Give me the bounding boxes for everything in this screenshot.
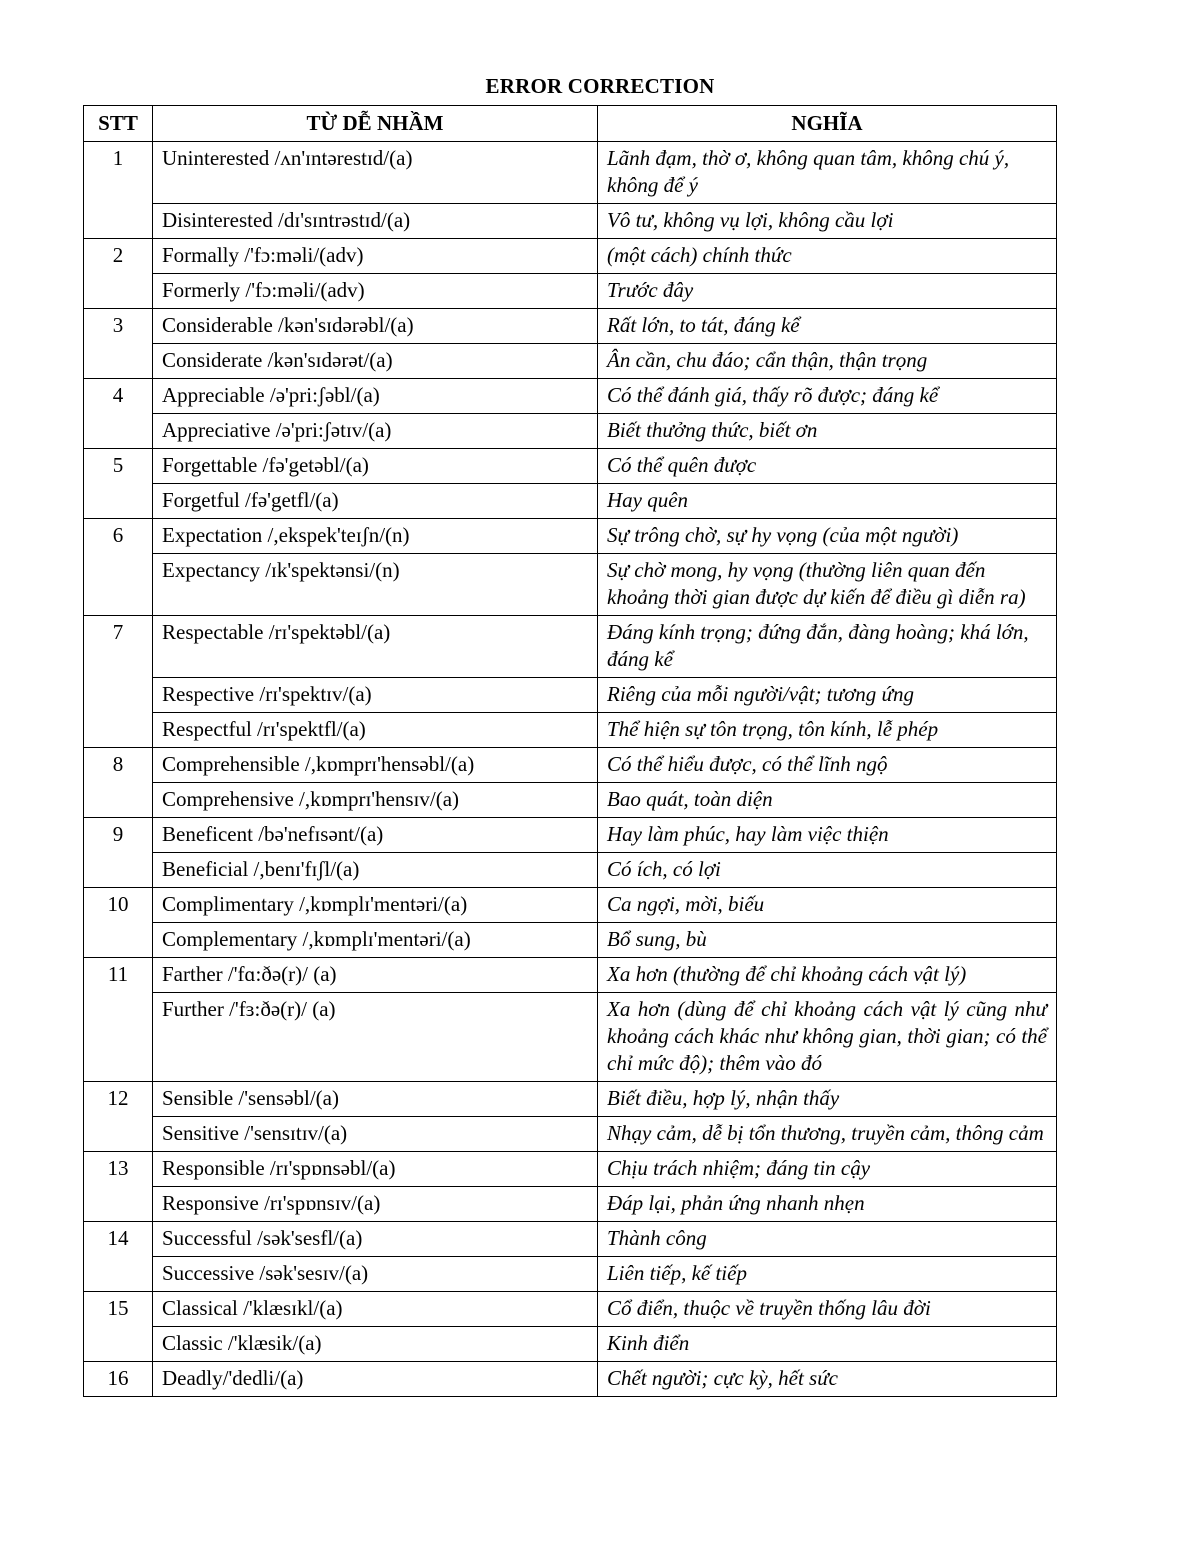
table-row [84,239,1057,274]
meaning-cell: Đáp lại, phản ứng nhanh nhẹn [598,1187,1057,1222]
word-cell: Beneficent /bə'nefɪsənt/(a) [153,818,598,853]
table-row [84,1152,1057,1187]
meaning-cell: Sự trông chờ, sự hy vọng (của một người) [598,519,1057,554]
meaning-cell: Có thể đánh giá, thấy rõ được; đáng kể [598,379,1057,414]
meaning-cell: Liên tiếp, kế tiếp [598,1257,1057,1292]
word-cell: Sensible /'sensəbl/(a) [153,1082,598,1117]
table-row [84,853,1057,888]
meaning-cell: Bao quát, toàn diện [598,783,1057,818]
word-cell: Successive /sək'sesɪv/(a) [153,1257,598,1292]
table-row [84,1362,1057,1397]
meaning-cell: Hay quên [598,484,1057,519]
row-number: 10 [84,888,153,958]
word-cell: Further /'fɜ:ðə(r)/ (a) [153,993,598,1082]
meaning-cell: Vô tư, không vụ lợi, không cầu lợi [598,204,1057,239]
table-row [84,888,1057,923]
word-cell: Forgettable /fə'getəbl/(a) [153,449,598,484]
word-cell: Respective /rɪ'spektɪv/(a) [153,678,598,713]
word-cell: Considerable /kən'sɪdərəbl/(a) [153,309,598,344]
table-row [84,449,1057,484]
word-cell: Uninterested /ʌn'ɪntərestɪd/(a) [153,142,598,204]
table-row [84,414,1057,449]
meaning-cell: Có ích, có lợi [598,853,1057,888]
word-cell: Deadly/'dedli/(a) [153,1362,598,1397]
meaning-cell: Thành công [598,1222,1057,1257]
word-cell: Respectable /rɪ'spektəbl/(a) [153,616,598,678]
table-row [84,783,1057,818]
meaning-cell: Xa hơn (thường để chỉ khoảng cách vật lý) [598,958,1057,993]
word-cell: Comprehensible /,kɒmprɪ'hensəbl/(a) [153,748,598,783]
table-row [84,484,1057,519]
table-row [84,993,1057,1082]
meaning-cell: Chịu trách nhiệm; đáng tin cậy [598,1152,1057,1187]
row-number: 8 [84,748,153,818]
word-cell: Forgetful /fə'getfl/(a) [153,484,598,519]
meaning-cell: Hay làm phúc, hay làm việc thiện [598,818,1057,853]
row-number: 11 [84,958,153,1082]
meaning-cell: (một cách) chính thức [598,239,1057,274]
row-number: 14 [84,1222,153,1292]
word-cell: Comprehensive /,kɒmprɪ'hensɪv/(a) [153,783,598,818]
meaning-cell: Đáng kính trọng; đứng đắn, đàng hoàng; khá lớn, đáng kể [598,616,1057,678]
table-row [84,923,1057,958]
meaning-cell: Bổ sung, bù [598,923,1057,958]
word-cell: Farther /'fɑ:ðə(r)/ (a) [153,958,598,993]
table-row [84,616,1057,678]
meaning-cell: Rất lớn, to tát, đáng kể [598,309,1057,344]
row-number: 12 [84,1082,153,1152]
table-row [84,1292,1057,1327]
table-row [84,309,1057,344]
table-row [84,554,1057,616]
meaning-cell: Biết thưởng thức, biết ơn [598,414,1057,449]
table-row [84,519,1057,554]
table-row [84,678,1057,713]
word-cell: Expectation /,ekspek'teɪʃn/(n) [153,519,598,554]
word-cell: Classic /'klæsik/(a) [153,1327,598,1362]
word-cell: Complementary /,kɒmplɪ'mentəri/(a) [153,923,598,958]
document-title: ERROR CORRECTION [485,74,715,98]
vocabulary-table [83,105,1057,1397]
row-number: 16 [84,1362,153,1397]
meaning-cell: Thể hiện sự tôn trọng, tôn kính, lễ phép [598,713,1057,748]
meaning-cell: Riêng của mỗi người/vật; tương ứng [598,678,1057,713]
table-body [84,142,1057,1397]
table-row [84,274,1057,309]
table-row [84,1257,1057,1292]
word-cell: Formerly /'fɔ:məli/(adv) [153,274,598,309]
word-cell: Responsive /rɪ'spɒnsɪv/(a) [153,1187,598,1222]
table-row [84,1187,1057,1222]
word-cell: Appreciative /ə'pri:ʃətɪv/(a) [153,414,598,449]
row-number: 6 [84,519,153,616]
word-cell: Disinterested /dɪ'sɪntrəstɪd/(a) [153,204,598,239]
meaning-cell: Ca ngợi, mời, biếu [598,888,1057,923]
header-meaning: NGHĨA [598,106,1057,142]
word-cell: Classical /'klæsɪkl/(a) [153,1292,598,1327]
header-word: TỪ DỄ NHẦM [153,106,598,142]
word-cell: Beneficial /,benɪ'fɪʃl/(a) [153,853,598,888]
meaning-cell: Xa hơn (dùng để chỉ khoảng cách vật lý cũng như khoảng cách khác như không gian, thời gian; có thể chỉ mức độ); thêm vào đó [598,993,1057,1082]
word-cell: Expectancy /ɪk'spektənsi/(n) [153,554,598,616]
row-number: 15 [84,1292,153,1362]
word-cell: Formally /'fɔ:məli/(adv) [153,239,598,274]
table-row [84,818,1057,853]
meaning-cell: Biết điều, hợp lý, nhận thấy [598,1082,1057,1117]
table-row [84,142,1057,204]
table-row [84,1222,1057,1257]
table-row [84,1117,1057,1152]
word-cell: Successful /sək'sesfl/(a) [153,1222,598,1257]
table-row [84,958,1057,993]
table-row [84,379,1057,414]
meaning-cell: Kinh điển [598,1327,1057,1362]
meaning-cell: Cổ điển, thuộc về truyền thống lâu đời [598,1292,1057,1327]
table-row [84,713,1057,748]
word-cell: Respectful /rɪ'spektfl/(a) [153,713,598,748]
meaning-cell: Có thể hiểu được, có thể lĩnh ngộ [598,748,1057,783]
meaning-cell: Có thể quên được [598,449,1057,484]
word-cell: Appreciable /ə'pri:ʃəbl/(a) [153,379,598,414]
table-row [84,748,1057,783]
row-number: 2 [84,239,153,309]
row-number: 9 [84,818,153,888]
row-number: 7 [84,616,153,748]
table-row [84,1082,1057,1117]
row-number: 3 [84,309,153,379]
table-header-row [84,106,1057,142]
table-row [84,344,1057,379]
word-cell: Responsible /rɪ'spɒnsəbl/(a) [153,1152,598,1187]
table-row [84,204,1057,239]
table-row [84,1327,1057,1362]
word-cell: Complimentary /,kɒmplɪ'mentəri/(a) [153,888,598,923]
meaning-cell: Lãnh đạm, thờ ơ, không quan tâm, không chú ý, không để ý [598,142,1057,204]
row-number: 5 [84,449,153,519]
word-cell: Sensitive /'sensɪtɪv/(a) [153,1117,598,1152]
meaning-cell: Nhạy cảm, dễ bị tổn thương, truyền cảm, thông cảm [598,1117,1057,1152]
meaning-cell: Sự chờ mong, hy vọng (thường liên quan đến khoảng thời gian được dự kiến để điều gì diễn ra) [598,554,1057,616]
meaning-cell: Chết người; cực kỳ, hết sức [598,1362,1057,1397]
row-number: 1 [84,142,153,239]
row-number: 4 [84,379,153,449]
header-stt: STT [84,106,153,142]
meaning-cell: Trước đây [598,274,1057,309]
row-number: 13 [84,1152,153,1222]
word-cell: Considerate /kən'sɪdərət/(a) [153,344,598,379]
meaning-cell: Ân cần, chu đáo; cẩn thận, thận trọng [598,344,1057,379]
